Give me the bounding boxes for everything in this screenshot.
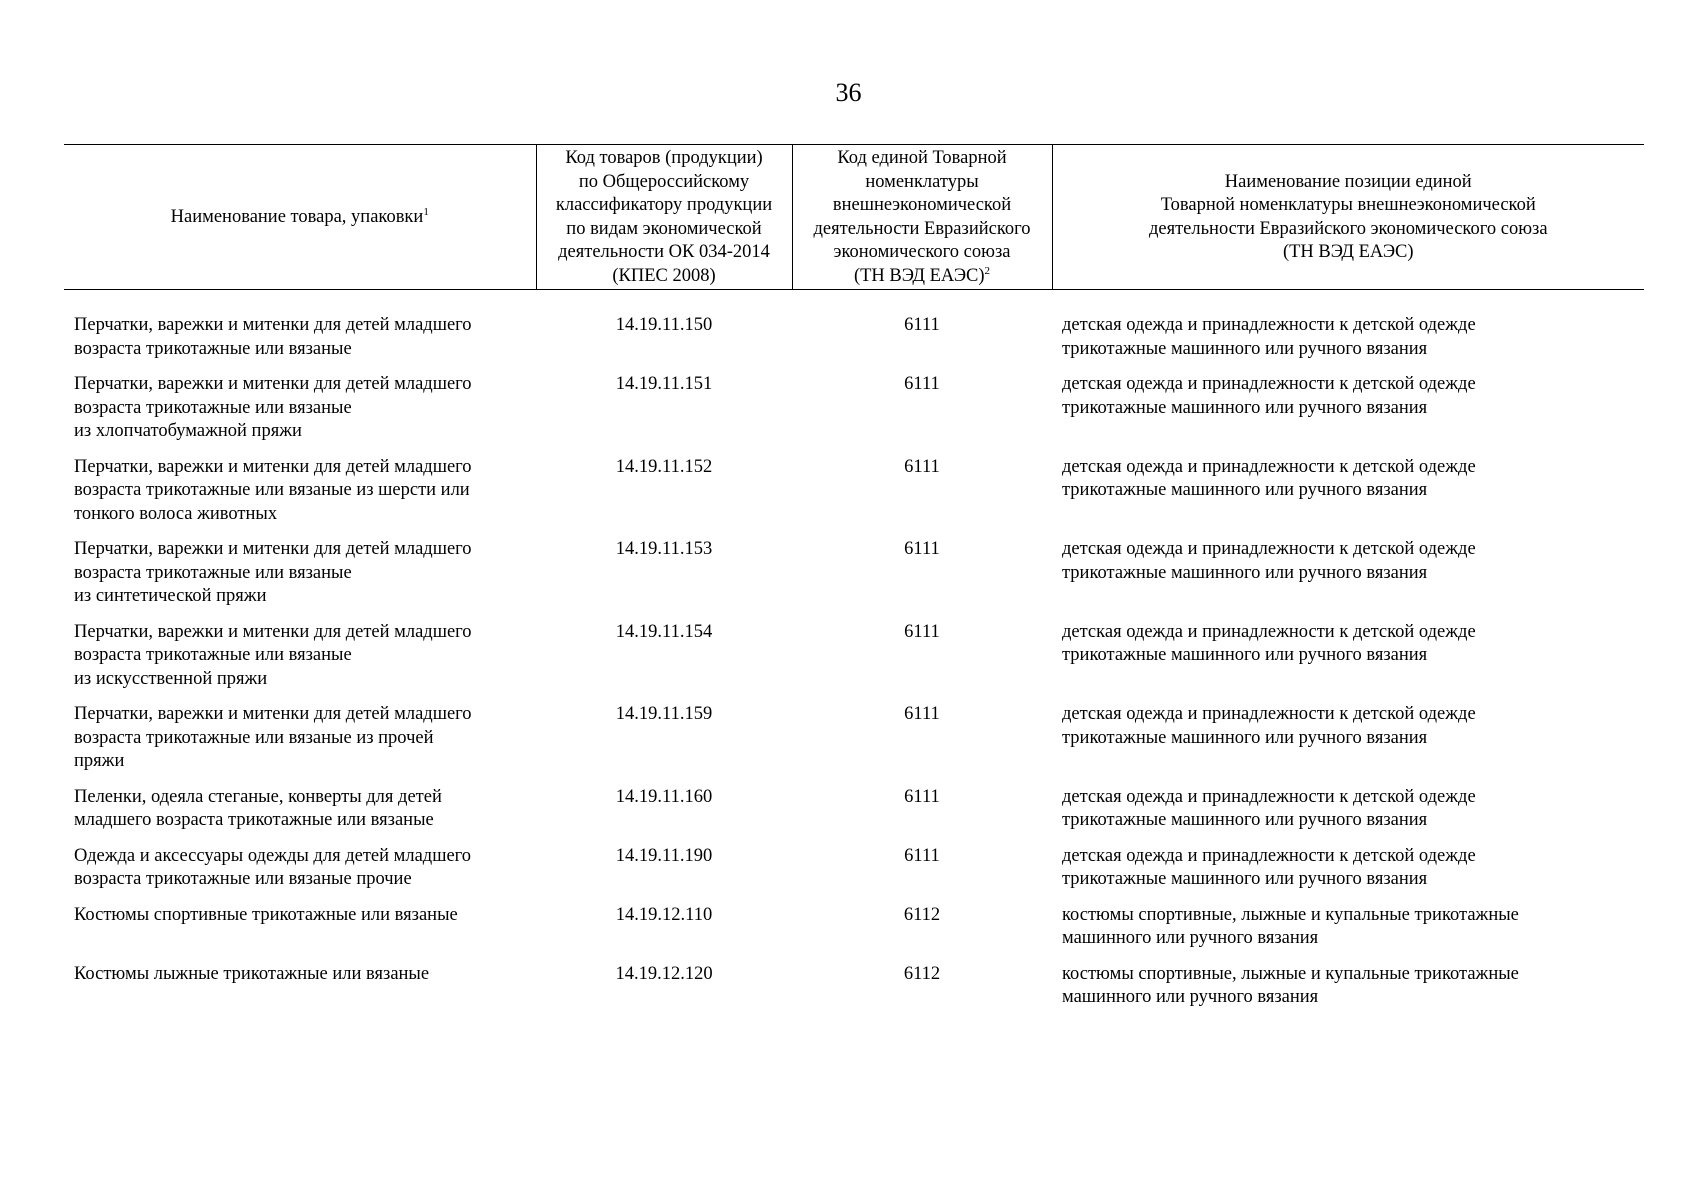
table-row <box>64 963 1644 1022</box>
tnved-code: 6111 <box>904 786 940 807</box>
table-body <box>64 290 1644 1022</box>
goods-name: Перчатки, варежки и митенки для детей младшего возраста трикотажные или вязаные из шерсти или тонкого волоса животных <box>74 456 472 524</box>
tnved-code: 6112 <box>903 963 941 984</box>
tnved-position-name: детская одежда и принадлежности к детской одежде трикотажные машинного или ручного вязания <box>1062 786 1476 830</box>
tnved-code: 6111 <box>904 456 940 477</box>
footnote-marker: 1 <box>423 205 429 218</box>
okpd2-code: 14.19.11.160 <box>615 786 713 807</box>
tnved-position-name: детская одежда и принадлежности к детской одежде трикотажные машинного или ручного вязания <box>1062 621 1476 665</box>
tnved-code: 6112 <box>903 904 941 925</box>
okpd2-code: 14.19.11.159 <box>615 704 713 724</box>
header-tnved-position-name: Наименование позиции единой Товарной номенклатуры внешнеэкономической деятельности Евразийского экономического союза (ТН ВЭД ЕАЭС) <box>1052 145 1644 290</box>
goods-name: Перчатки, варежки и митенки для детей младшего возраста трикотажные или вязаные из хлопчатобумажной пряжи <box>74 374 472 441</box>
tnved-position-name: детская одежда и принадлежности к детской одежде трикотажные машинного или ручного вязания <box>1062 456 1476 500</box>
tnved-position-name: костюмы спортивные, лыжные и купальные трикотажные машинного или ручного вязания <box>1062 963 1519 1007</box>
tnved-code: 6111 <box>904 374 940 394</box>
table-row <box>64 456 1644 539</box>
table-row <box>64 845 1644 904</box>
page-number: 36 <box>835 78 862 107</box>
goods-name: Перчатки, варежки и митенки для детей младшего возраста трикотажные или вязаные из синтетической пряжи <box>74 539 472 606</box>
table-row <box>64 703 1644 786</box>
table-row <box>64 786 1644 845</box>
tnved-position-name: детская одежда и принадлежности к детской одежде трикотажные машинного или ручного вязания <box>1062 704 1476 748</box>
okpd2-code: 14.19.11.150 <box>615 315 713 335</box>
okpd2-code: 14.19.12.120 <box>615 963 713 984</box>
tnved-position-name: детская одежда и принадлежности к детской одежде трикотажные машинного или ручного вязания <box>1062 845 1476 889</box>
tnved-position-name: костюмы спортивные, лыжные и купальные трикотажные машинного или ручного вязания <box>1062 904 1519 948</box>
okpd2-code: 14.19.11.152 <box>615 456 713 477</box>
goods-name: Одежда и аксессуары одежды для детей младшего возраста трикотажные или вязаные прочие <box>74 845 472 889</box>
goods-name: Пеленки, одеяла стеганые, конверты для детей младшего возраста трикотажные или вязаные <box>74 786 442 830</box>
goods-name: Перчатки, варежки и митенки для детей младшего возраста трикотажные или вязаные <box>74 315 472 359</box>
goods-name: Перчатки, варежки и митенки для детей младшего возраста трикотажные или вязаные из искусственной пряжи <box>74 621 472 689</box>
header-goods-name: Наименование товара, упаковки$^1$ <box>64 145 536 290</box>
goods-name: Костюмы спортивные трикотажные или вязаные <box>74 904 458 925</box>
tnved-code: 6111 <box>904 704 940 724</box>
table-row <box>64 538 1644 621</box>
okpd2-code: 14.19.11.153 <box>615 539 713 559</box>
goods-table <box>64 144 1644 1022</box>
okpd2-code: 14.19.11.154 <box>615 621 713 642</box>
tnved-code: 6111 <box>904 315 940 335</box>
goods-name: Костюмы лыжные трикотажные или вязаные <box>74 963 430 984</box>
goods-name: Перчатки, варежки и митенки для детей младшего возраста трикотажные или вязаные из прочей пряжи <box>74 704 472 771</box>
table-row <box>64 621 1644 704</box>
tnved-code: 6111 <box>904 845 940 866</box>
okpd2-code: 14.19.11.151 <box>615 374 713 394</box>
header-tnved-code: Код единой Товарной номенклатуры внешнеэкономической деятельности Евразийского экономического союза (ТН ВЭД ЕАЭС)$^2$ <box>792 145 1052 290</box>
header-okpd2-code: Код товаров (продукции) по Общероссийскому классификатору продукции по видам экономической деятельности ОК 034-2014 (КПЕС 2008) <box>536 145 792 290</box>
tnved-code: 6111 <box>904 621 940 642</box>
tnved-position-name: детская одежда и принадлежности к детской одежде трикотажные машинного или ручного вязания <box>1062 539 1476 583</box>
tnved-position-name: детская одежда и принадлежности к детской одежде трикотажные машинного или ручного вязания <box>1062 315 1476 359</box>
footnote-marker: 2 <box>984 264 991 277</box>
table-row <box>64 290 1644 374</box>
table-row <box>64 373 1644 456</box>
tnved-code: 6111 <box>904 539 940 559</box>
table-header-row <box>64 145 1644 290</box>
okpd2-code: 14.19.12.110 <box>615 904 713 925</box>
table-row <box>64 904 1644 963</box>
tnved-position-name: детская одежда и принадлежности к детской одежде трикотажные машинного или ручного вязания <box>1062 374 1476 418</box>
okpd2-code: 14.19.11.190 <box>615 845 713 866</box>
